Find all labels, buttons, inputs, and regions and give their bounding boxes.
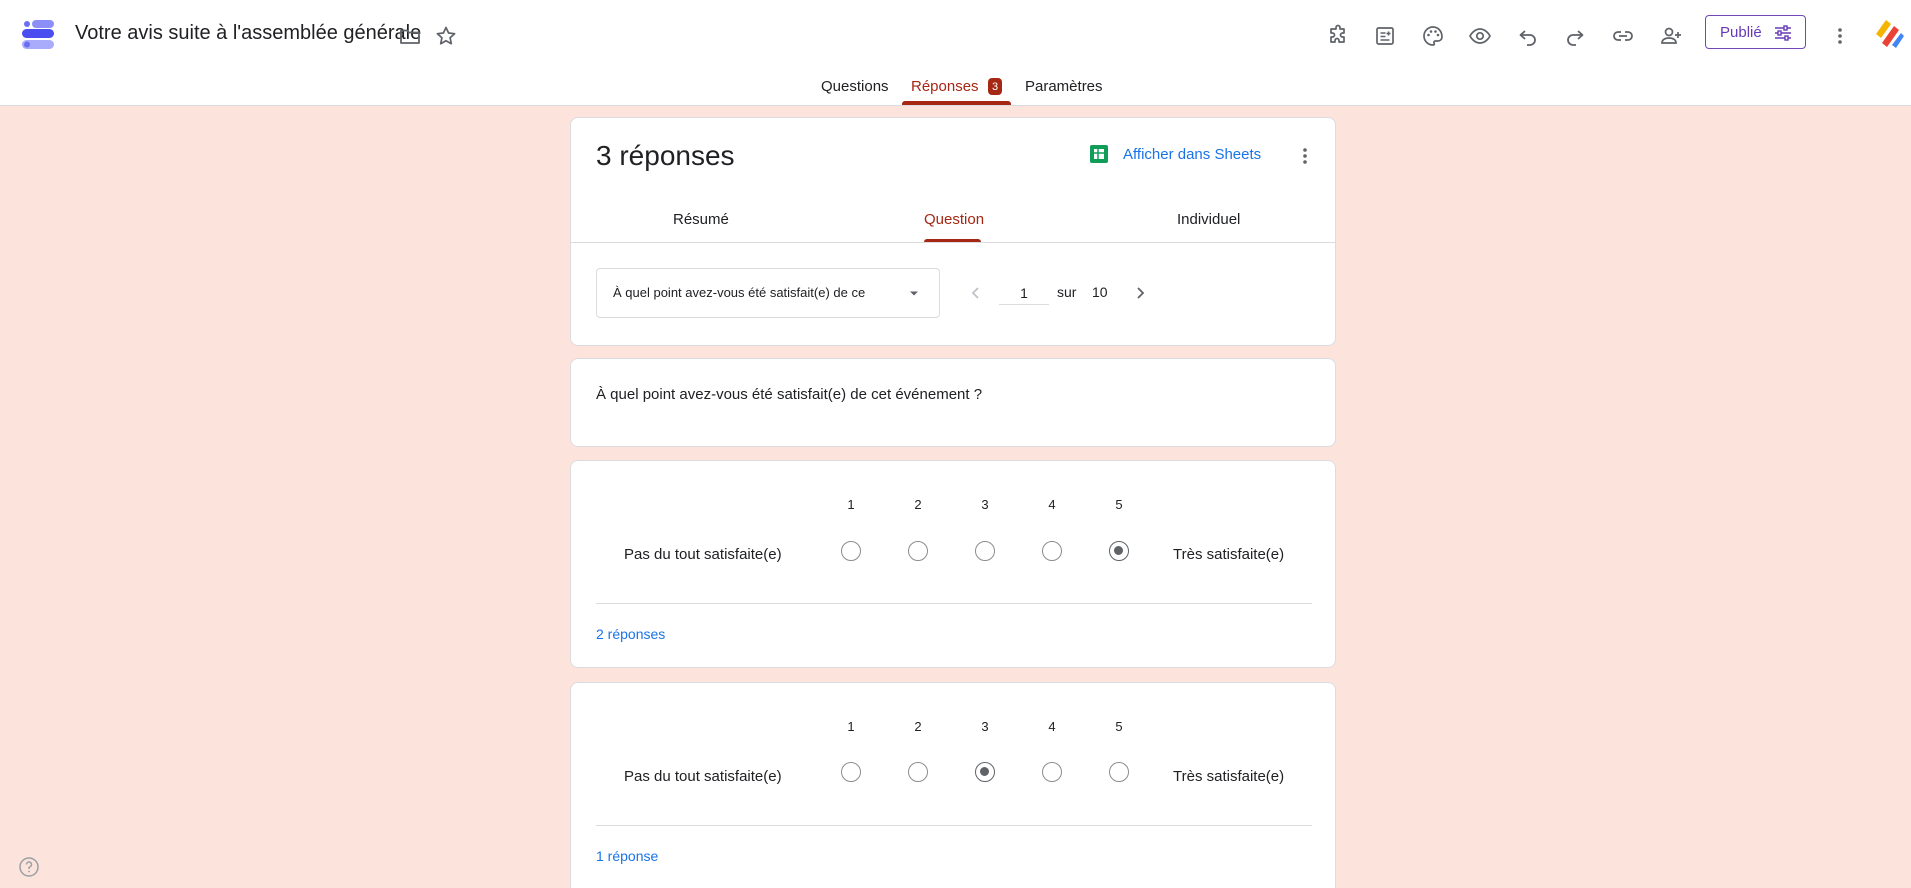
scale-high-label: Très satisfaite(e) — [1173, 546, 1285, 563]
scale-number: 3 — [981, 497, 989, 512]
scale-number: 2 — [914, 497, 922, 512]
extension-brand-icon[interactable] — [1872, 16, 1904, 50]
redo-icon[interactable] — [1557, 18, 1593, 54]
scale-radio-1 — [841, 541, 861, 561]
view-in-sheets-link[interactable] — [1089, 144, 1261, 164]
subtab-question[interactable]: Question — [924, 211, 985, 228]
answer-card — [570, 682, 1336, 888]
form-title[interactable]: Votre avis suite à l'assemblée générale — [75, 22, 422, 44]
scale-number: 1 — [847, 497, 855, 512]
scale-number: 4 — [1048, 497, 1056, 512]
add-collaborator-icon[interactable] — [1653, 18, 1689, 54]
dropdown-arrow-icon — [905, 284, 923, 302]
question-card — [570, 358, 1336, 447]
active-tab-indicator — [902, 101, 1011, 105]
publish-label: Publié — [1720, 23, 1762, 41]
publish-button[interactable] — [1705, 15, 1806, 49]
view-in-sheets-label: Afficher dans Sheets — [1123, 145, 1262, 163]
scale-radio-2 — [908, 541, 928, 561]
import-questions-icon[interactable] — [1367, 18, 1403, 54]
scale-radio-3 — [975, 762, 995, 782]
scale-radio-4 — [1042, 762, 1062, 782]
link-icon[interactable] — [1605, 18, 1641, 54]
response-count-link[interactable]: 2 réponses — [596, 626, 666, 642]
scale-radio-2 — [908, 762, 928, 782]
subtabs-divider — [571, 242, 1335, 243]
scale-number: 5 — [1115, 497, 1123, 512]
previous-question-icon[interactable] — [967, 284, 985, 302]
answer-card — [570, 460, 1336, 668]
pager-total: 10 — [1092, 284, 1108, 300]
scale-number: 3 — [981, 719, 989, 734]
next-question-icon[interactable] — [1131, 284, 1149, 302]
responses-count-badge: 3 — [988, 78, 1002, 95]
forms-logo-icon[interactable] — [20, 16, 56, 52]
subtab-summary[interactable]: Résumé — [673, 211, 729, 228]
addon-icon[interactable] — [1320, 18, 1356, 54]
question-number-input[interactable] — [999, 281, 1049, 305]
top-bar — [0, 0, 1911, 106]
scale-number: 4 — [1048, 719, 1056, 734]
answer-divider — [596, 825, 1312, 826]
folder-icon[interactable] — [398, 24, 422, 48]
more-vert-icon[interactable] — [1822, 18, 1858, 54]
scale-number: 2 — [914, 719, 922, 734]
pager-of-label: sur — [1057, 284, 1077, 300]
tab-questions[interactable]: Questions — [821, 78, 889, 95]
responses-count-title: 3 réponses — [596, 140, 735, 171]
scale-radio-4 — [1042, 541, 1062, 561]
publish-settings-icon — [1773, 23, 1793, 43]
scale-low-label: Pas du tout satisfaite(e) — [624, 768, 782, 785]
scale-radio-5 — [1109, 762, 1129, 782]
scale-number: 1 — [847, 719, 855, 734]
responses-header-card — [570, 117, 1336, 346]
scale-low-label: Pas du tout satisfaite(e) — [624, 546, 782, 563]
answer-divider — [596, 603, 1312, 604]
responses-more-icon[interactable] — [1293, 144, 1317, 168]
tab-settings[interactable]: Paramètres — [1025, 78, 1103, 95]
sheets-icon — [1089, 144, 1109, 164]
question-text: À quel point avez-vous été satisfait(e) de cet événement ? — [596, 386, 983, 403]
scale-radio-5 — [1109, 541, 1129, 561]
scale-radio-3 — [975, 541, 995, 561]
help-icon[interactable] — [18, 856, 40, 878]
scale-high-label: Très satisfaite(e) — [1173, 768, 1285, 785]
scale-radio-1 — [841, 762, 861, 782]
preview-icon[interactable] — [1462, 18, 1498, 54]
scale-number: 5 — [1115, 719, 1123, 734]
undo-icon[interactable] — [1510, 18, 1546, 54]
tab-responses[interactable]: Réponses — [911, 78, 979, 95]
star-icon[interactable] — [434, 24, 458, 48]
question-select[interactable]: À quel point avez-vous été satisfait(e) de ce — [596, 268, 940, 318]
response-count-link[interactable]: 1 réponse — [596, 848, 659, 864]
subtab-individual[interactable]: Individuel — [1177, 211, 1241, 228]
palette-icon[interactable] — [1415, 18, 1451, 54]
